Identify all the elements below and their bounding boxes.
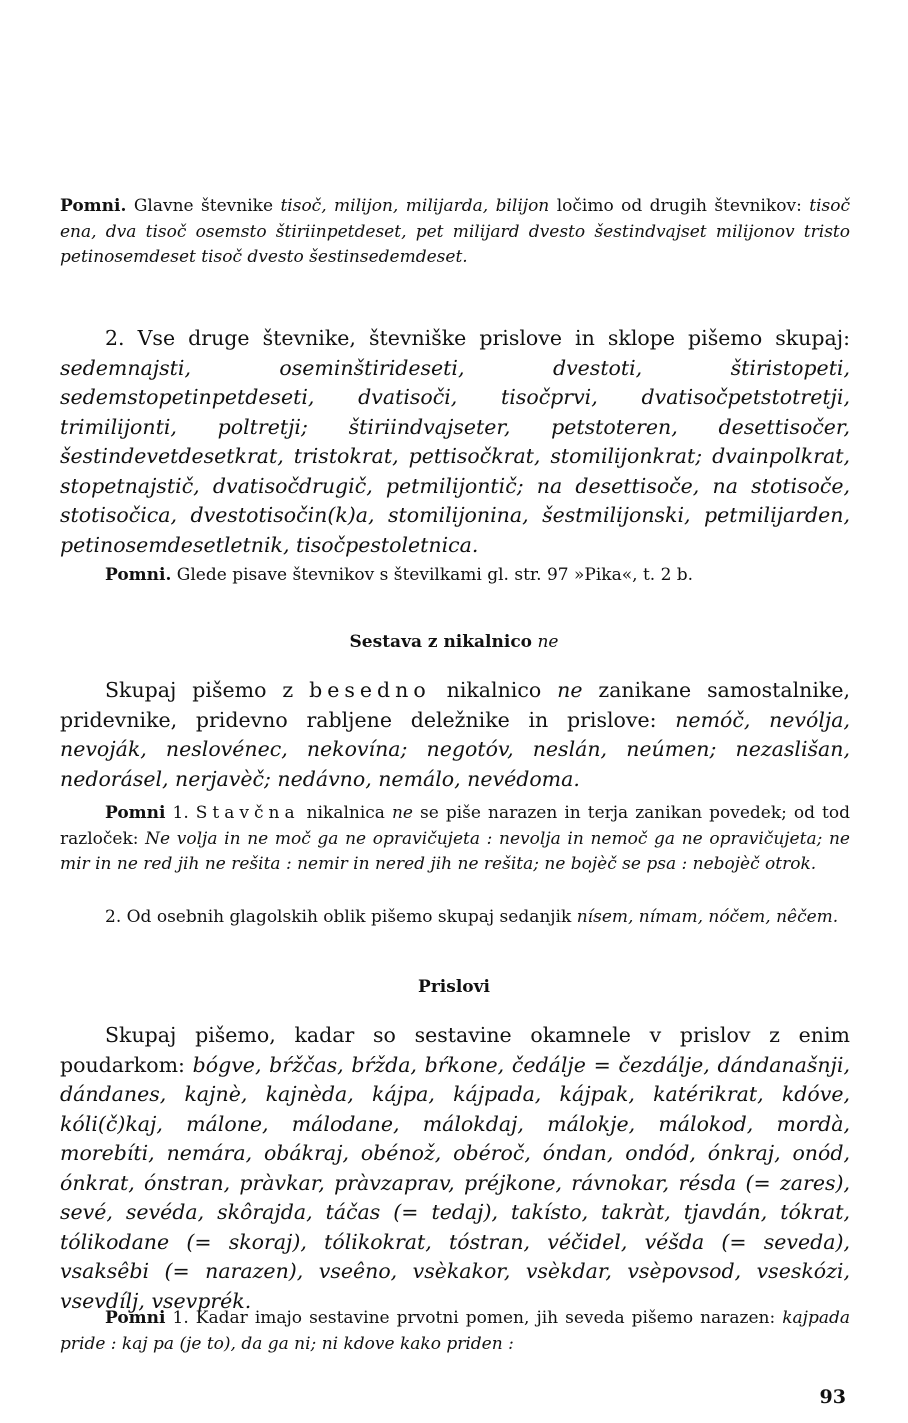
spaced-emphasis: besedno — [309, 678, 431, 702]
paragraph-negation-compounds: Skupaj pišemo z besedno nikalnico ne zanikane samostalnike, pridevnike, pridevno rabljene deležnike in prislove: nemóč, nevólja, nevoják, neslovénec, nekovína; negotóv, neslán, neúmen; nezaslišan, nedorásel, nerjavèč; nedávno, nemálo, nevédoma. — [60, 678, 850, 791]
section-heading-adverbs: Prislovi — [418, 977, 490, 997]
paragraph-adverbs: Skupaj pišemo, kadar so sestavine okamnele v prislov z enim poudarkom: bógve, bŕžčas, bŕžda, bŕkone, čedálje = čezdálje, dándanašnji, dándanes, kajnè, kajnèda, kájpa, kájpada, kájpak, katérikrat, kdóve, kóli(č)kaj, málone, málodane, málokdaj, málokje, málokod, mordà, morebíti, nemára, obákraj, obénož, obéroč, óndan, ondód, ónkraj, onód, ónkrat, ónstran, pràvkar, pràvzaprav, préjkone, rávnokar, résda (= zares), sevé, sevéda, skôrajda, táčas (= tedaj), takísto, takràt, tjavdán, tókrat, tólikodane (= skoraj), tólikokrat, tóstran, véčidel, véšda (= seveda), vsaksêbi (= narazen), vseêno, vsèkakor, vsèkdar, vsèpovsod, vseskózi, vsevdílj, vsevprék. — [60, 1023, 850, 1313]
note-paragraph-verb-forms: 2. Od osebnih glagolskih oblik pišemo skupaj sedanjik nísem, nímam, nóčem, nêčem. — [105, 907, 839, 927]
note-label: Pomni — [105, 1308, 166, 1328]
section-heading-negation: Sestava z nikalnico ne — [349, 632, 559, 652]
note-paragraph-separate-writing: Pomni 1. Kadar imajo sestavine prvotni pomen, jih seveda pišemo narazen: kajpada pride : kaj pa (je to), da ga ni; ni kdove kako priden : — [60, 1308, 850, 1354]
page-number: 93 — [819, 1386, 846, 1408]
note-paragraph-sentence-negation: Pomni 1. Stavčna nikalnica ne se piše narazen in terja zanikan povedek; od tod razloček: Ne volja in ne moč ga ne opravičujeta : nevolja in nemoč ga ne opravičujeta; ne mir in ne red jih ne rešita : nemir in nered jih ne rešita; ne bojèč se psa : nebojèč otrok. — [60, 803, 851, 874]
note-label: Pomni. — [60, 196, 127, 216]
paragraph-compound-numerals: 2. Vse druge števnike, števniške prislove in sklope pišemo skupaj: sedemnajsti, oseminštirideseti, dvestoti, štiristopeti, sedemstopetinpetdeseti, dvatisoči, tisočprvi, dvatisočpetstotretji, trimilijonti, poltretji; štiriindvajseter, petstoteren, desettisočer, šestindevetdesetkrat, tristokrat, pettisočkrat, stomilijonkrat; dvainpolkrat, stopetnajstič, dvatisočdrugič, petmilijontič; na desettisoče, na stotisoče, stotisočica, dvestotisočin(k)a, stomilijonina, šestmilijonski, petmilijarden, petinosemdesetletnik, tisočpestoletnica. — [60, 326, 850, 557]
spaced-emphasis: Stavčna — [195, 803, 300, 823]
note-label: Pomni. — [105, 565, 172, 585]
note-paragraph-large-numerals: Pomni. Glavne števnike tisoč, milijon, milijarda, bilijon ločimo od drugih števnikov: tisoč ena, dva tisoč osemsto štiriinpetdeset, pet milijard dvesto šestindvajset milijonov tristo petinosemdeset tisoč dvesto šestinsedemdeset. — [60, 196, 850, 267]
note-label: Pomni — [105, 803, 166, 823]
note-paragraph-numeral-writing: Pomni. Glede pisave števnikov s številkami gl. str. 97 »Pika«, t. 2 b. — [105, 565, 694, 585]
